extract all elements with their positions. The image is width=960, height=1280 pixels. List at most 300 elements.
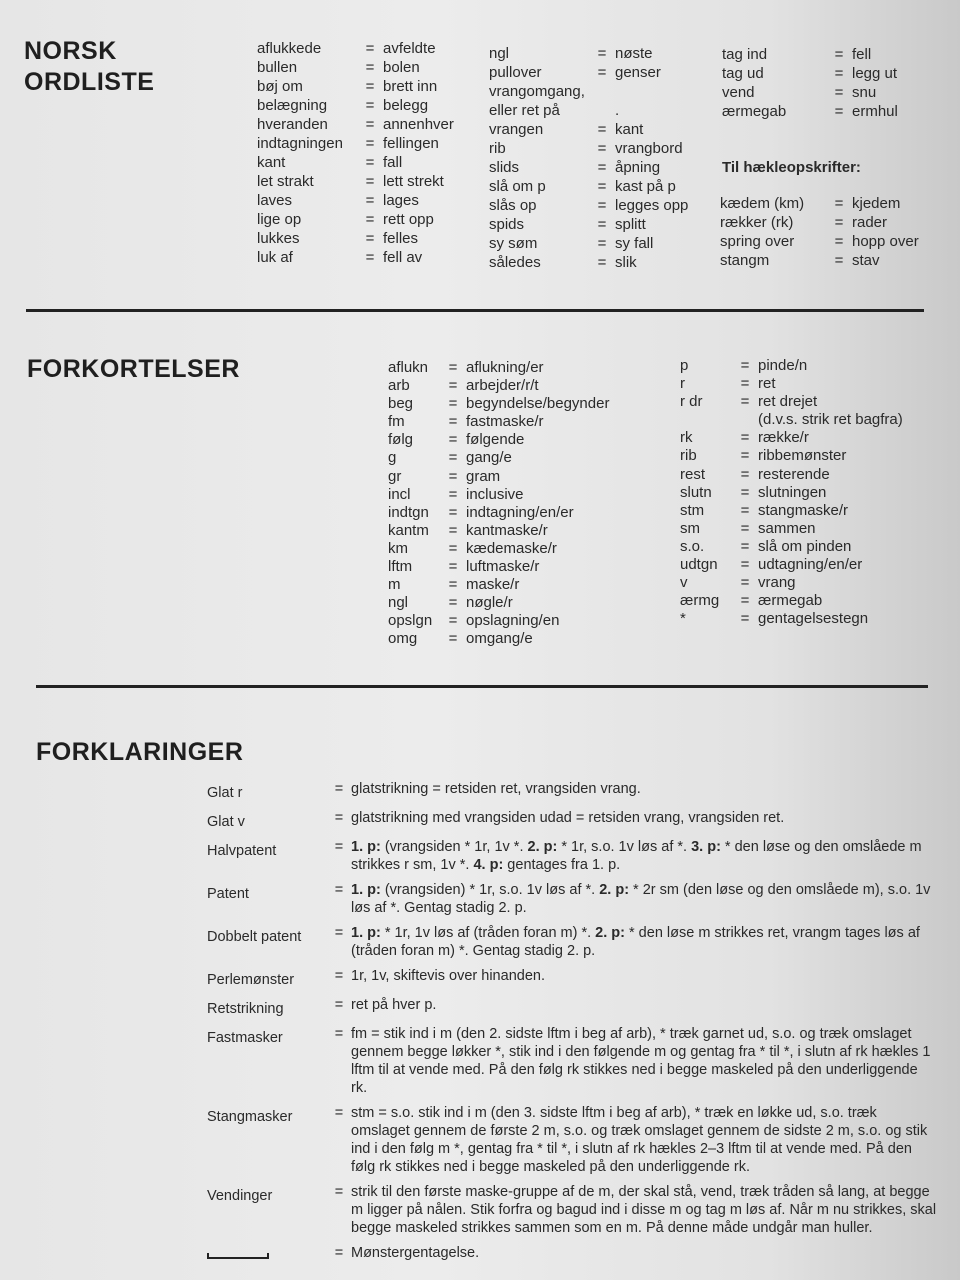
abbr-left-row [388,413,656,431]
ordliste-col2-equals: = [597,216,607,233]
divider-1 [26,309,924,312]
explanation-equals: = [334,839,344,855]
explanation-row [207,1183,937,1237]
abbr-right-row [680,375,948,393]
abbr-right-translation: stangmaske/r [758,501,849,519]
explanation-term: Glat r [207,785,243,801]
ordliste-col1-equals: = [365,173,375,190]
explanation-term: Dobbelt patent [207,929,302,945]
ordliste-col1-equals: = [365,40,375,57]
abbr-left-row [388,612,656,630]
abbr-left-translation: følgende [466,431,525,449]
abbr-right-translation: (d.v.s. strik ret bagfra) [758,411,903,429]
ordliste-col3-equals: = [834,103,844,120]
abbr-left-translation: kædemaske/r [466,539,557,557]
abbr-right-equals: = [740,556,750,574]
ordliste-col1-row [257,39,493,58]
ordliste-col1-term: indtagningen [257,135,343,152]
divider-2 [36,685,928,688]
ordliste-col1-term: aflukkede [257,40,322,57]
abbr-left-translation: gram [466,467,501,485]
definition-text: * 1r, s.o. 1v løs af *. [557,839,692,855]
ordliste-crochet-row [720,232,952,251]
ordliste-col1-translation: felles [383,230,419,247]
definition-text: (vrangsiden) * 1r, s.o. 1v løs af *. [380,882,600,898]
definition-text: * 1r, 1v løs af (tråden foran m) *. [380,925,596,941]
abbr-right-equals: = [740,375,750,393]
ordliste-col2-term: spids [489,216,525,233]
abbr-left-equals: = [448,630,458,648]
abbr-right-term: sm [680,519,700,537]
ordliste-col2-row [489,196,725,215]
ordliste-col2-translation: slik [615,254,637,271]
ordliste-col2-row [489,139,725,158]
ordliste-col3-equals: = [834,84,844,101]
ordliste-col1-translation: lett strekt [383,173,444,190]
definition-text: * den løse m strikkes ret, vrangm tages løs af (tråden foran m) *. Gentag stadig 2. p. [351,925,920,959]
explanation-row [207,780,937,802]
abbr-right-equals: = [740,465,750,483]
ordliste-col1-translation: bolen [383,59,420,76]
abbr-right-term: stm [680,501,705,519]
abbr-right-term [680,411,732,429]
abbr-left-term: lftm [388,558,413,576]
ordliste-crochet-equals: = [834,195,844,212]
explanation-row [207,996,937,1018]
ordliste-col1-equals: = [365,230,375,247]
ordliste-col2-translation: kant [615,121,644,138]
ordliste-col1-equals: = [365,97,375,114]
ordliste-column-3 [722,45,942,121]
row-label: 2. p: [599,882,630,898]
ordliste-crochet-equals: = [834,252,844,269]
ordliste-col2-equals: = [597,254,607,271]
ordliste-col1-row [257,191,493,210]
ordliste-col1-term: lukkes [257,230,300,247]
ordliste-col1-term: hveranden [257,116,328,133]
row-label: 1. p: [351,882,381,898]
abbr-right-equals: = [740,483,750,501]
abbr-right-equals: = [740,574,750,592]
ordliste-crochet-term: spring over [720,233,795,250]
ordliste-col1-row [257,58,493,77]
ordliste-crochet-term: rækker (rk) [720,214,794,231]
ordliste-col2-row [489,101,725,120]
abbr-right-row [680,610,948,628]
ordliste-col3-row [722,45,942,64]
ordliste-col2-equals [589,101,615,120]
abbr-left-translation: kantmaske/r [466,521,548,539]
ordliste-col1-row [257,229,493,248]
abbr-right-row [680,556,948,574]
abbr-left-equals: = [448,594,458,612]
ordliste-col2-equals: = [597,64,607,81]
abbr-left-row [388,558,656,576]
ordliste-col2-equals: = [597,159,607,176]
row-label: 2. p: [527,839,558,855]
ordliste-title-line2: ORDLISTE [24,68,155,96]
abbr-right-row [680,484,948,502]
ordliste-col2-row [489,177,725,196]
ordliste-col2-translation: sy fall [615,235,654,252]
abbr-left-term: g [388,449,397,467]
ordliste-col2-row [489,44,725,63]
ordliste-col2-term: ngl [489,45,510,62]
ordliste-col1-row [257,134,493,153]
abbr-right-row [680,520,948,538]
ordliste-crochet-translation: kjedem [852,195,901,212]
ordliste-col2-row [489,82,725,101]
ordliste-col1-row [257,115,493,134]
abbr-left-translation: maske/r [466,576,520,594]
ordliste-col3-translation: snu [852,84,877,101]
ordliste-col3-translation: ermhul [852,103,898,120]
explanation-equals: = [334,1105,344,1121]
abbr-left-equals: = [448,539,458,557]
ordliste-column-2 [489,44,725,272]
explanation-equals: = [334,1184,344,1200]
abbr-left-row [388,522,656,540]
explanation-equals: = [334,1245,344,1261]
abbr-right-translation: gentagelsestegn [758,610,869,628]
abbr-left-term: opslgn [388,612,433,630]
abbr-right-term: * [680,610,686,628]
abbr-left-row [388,540,656,558]
abbr-left-equals: = [448,413,458,431]
abbr-right-term: rk [680,429,693,447]
explanation-term: Patent [207,886,249,902]
explanation-row [207,1104,937,1176]
abbr-right-term: r dr [680,393,703,411]
explanation-term: Halvpatent [207,843,277,859]
ordliste-col1-row [257,77,493,96]
ordliste-col3-row [722,83,942,102]
ordliste-col1-row [257,96,493,115]
explanation-definition [351,881,937,917]
explanation-term: Fastmasker [207,1030,283,1046]
ordliste-column-crochet [720,194,952,270]
ordliste-col3-term: tag ind [722,46,768,63]
explanation-definition: ret på hver p. [351,997,437,1013]
abbr-left-row [388,594,656,612]
ordliste-col2-translation: legges opp [615,197,689,214]
ordliste-col1-term: kant [257,154,286,171]
abbr-left-equals: = [448,576,458,594]
abbr-left-term: fm [388,413,405,431]
ordliste-col2-term: slå om p [489,178,546,195]
ordliste-col2-term: eller ret på [489,102,560,119]
abbr-left-translation: begyndelse/begynder [466,395,610,413]
abbr-right-term: r [680,375,685,393]
abbr-left-term: km [388,539,408,557]
abbr-right-equals: = [740,501,750,519]
ordliste-col1-translation: fell av [383,249,423,266]
ordliste-col2-row [489,253,725,272]
explanation-definition: fm = stik ind i m (den 2. sidste lftm i beg af arb), * træk garnet ud, s.o. og træk omslaget gennem begge løkker *, stik ind i den følgende m og gentag fra * til *, i slutn af rk hækles 1 lftm til at vende med. På den følg rk stikkes ned i begge maskeled på den underliggende rk. [351,1026,931,1096]
abbr-right-term: ærmg [680,592,720,610]
explanation-definition: stm = s.o. stik ind i m (den 3. sidste lftm i beg af arb), * træk en løkke ud, s.o. træk omslaget gennem de første 2 m, s.o. og træk omslaget gennem de sidste 2 m, s.o. og stik ind i den følg m *, gentag fra * til *, i slutn af rk hækles 2–3 lftm til at vende med. På den følg rk stikkes ned i begge maskeled på den underliggende rk. [351,1105,928,1175]
ordliste-col1-translation: fall [383,154,403,171]
row-label: 1. p: [351,925,381,941]
abbr-left-equals: = [448,359,458,376]
abbr-right-row [680,411,948,429]
ordliste-col2-equals: = [597,235,607,252]
ordliste-col1-term: bøj om [257,78,303,95]
abbr-right-translation: ærmegab [758,592,823,610]
ordliste-col1-translation: belegg [383,97,429,114]
explanation-row [207,838,937,874]
abbr-right-translation: ribbemønster [758,447,847,465]
abbr-right-equals: = [740,592,750,610]
ordliste-col2-equals: = [597,178,607,195]
ordliste-col1-equals: = [365,59,375,76]
explanation-term: Stangmasker [207,1109,293,1125]
abbr-left-translation: indtagning/en/er [466,503,574,521]
abbr-left-row [388,395,656,413]
ordliste-col1-translation: fellingen [383,135,439,152]
abbr-left-term: incl [388,485,411,503]
abbr-left-equals: = [448,521,458,539]
definition-text: * den løse og den omslåede m strikkes r sm, 1v *. [351,839,922,873]
abbr-left-row [388,486,656,504]
abbr-right-term: v [680,574,688,592]
ordliste-col2-translation: vrangbord [615,140,683,157]
abbr-left-equals: = [448,449,458,467]
abbr-left-translation: luftmaske/r [466,558,540,576]
row-label: 1. p: [351,839,381,855]
ordliste-col3-row [722,102,942,121]
abbr-right-translation: vrang [758,574,796,592]
abbr-right-term: udtgn [680,556,718,574]
ordliste-col1-term: lige op [257,211,302,228]
ordliste-col2-equals: = [597,197,607,214]
ordliste-crochet-equals: = [834,214,844,231]
explanation-row [207,809,937,831]
abbr-left-translation: fastmaske/r [466,413,544,431]
ordliste-col1-translation: annenhver [383,116,454,133]
ordliste-title-line1: NORSK [24,37,117,65]
ordliste-col1-term: laves [257,192,293,209]
ordliste-col3-term: ærmegab [722,103,787,120]
ordliste-col3-term: vend [722,84,755,101]
ordliste-col2-row [489,63,725,82]
explanation-term: Retstrikning [207,1001,284,1017]
abbr-left-equals: = [448,377,458,395]
forklaringer-title: FORKLARINGER [36,738,244,766]
ordliste-col1-term: belægning [257,97,328,114]
ordliste-col3-translation: legg ut [852,65,898,82]
abbr-right-equals: = [740,429,750,447]
ordliste-col3-row [722,64,942,83]
explanation-term: Perlemønster [207,972,295,988]
ordliste-col1-translation: rett opp [383,211,434,228]
abbr-right-term: s.o. [680,537,705,555]
ordliste-col2-translation: nøste [615,45,653,62]
explanation-definition [351,838,937,874]
abbr-left-equals: = [448,431,458,449]
explanation-definition [351,924,937,960]
explanation-term [207,1244,327,1266]
abbr-left-term: indtgn [388,503,429,521]
ordliste-col1-row [257,210,493,229]
ordliste-col2-translation: kast på p [615,178,676,195]
ordliste-col1-row [257,153,493,172]
abbr-right-translation: pinde/n [758,357,808,374]
abbr-left-translation: omgang/e [466,630,533,648]
explanation-row [207,881,937,917]
ordliste-col1-translation: brett inn [383,78,438,95]
abbr-left-row [388,359,656,377]
abbr-right-equals: = [740,447,750,465]
abbreviations-right [680,357,948,628]
abbr-right-translation: sammen [758,519,816,537]
explanation-definition: strik til den første maske-gruppe af de m, der skal stå, vend, træk tråden så lang, at begge m ligger på nålen. Stik forfra og bagud ind i disse m og tag m løs af. Når m nu strikkes, skal begge maskeled strikkes sammen som en m. På denne måde undgår man huller. [351,1184,937,1236]
abbr-right-equals: = [740,357,750,374]
explanation-term: Vendinger [207,1188,273,1204]
abbr-right-equals: = [740,519,750,537]
forkortelser-title: FORKORTELSER [27,355,240,383]
ordliste-col1-equals: = [365,192,375,209]
ordliste-col2-term: slås op [489,197,537,214]
explanation-definition: Mønstergentagelse. [351,1245,480,1261]
ordliste-col1-term: bullen [257,59,298,76]
abbr-left-equals: = [448,612,458,630]
abbr-right-equals: = [740,610,750,628]
definition-text: (vrangsiden * 1r, 1v *. [380,839,528,855]
abbr-right-translation: slutningen [758,483,827,501]
ordliste-col3-equals: = [834,46,844,63]
explanation-row [207,924,937,960]
ordliste-col1-equals: = [365,78,375,95]
crochet-heading: Til hækleopskrifter: [722,159,861,176]
explanation-definition: 1r, 1v, skiftevis over hinanden. [351,968,545,984]
abbr-right-row [680,538,948,556]
ordliste-col2-translation: åpning [615,159,661,176]
ordliste-col2-term: vrangomgang, [489,83,585,100]
ordliste-col3-equals: = [834,65,844,82]
ordliste-col3-translation: fell [852,46,872,63]
ordliste-col2-term: vrangen [489,121,544,138]
abbr-left-term: kantm [388,521,429,539]
explanation-equals: = [334,997,344,1013]
definition-text: gentages fra 1. p. [503,857,621,873]
abbr-left-term: ngl [388,594,409,612]
ordliste-col2-row [489,120,725,139]
explanation-equals: = [334,1026,344,1042]
abbr-right-translation: ret drejet [758,393,818,411]
abbr-left-term: gr [388,467,402,485]
ordliste-crochet-term: kædem (km) [720,195,805,212]
abbr-left-term: beg [388,395,414,413]
abbr-right-translation: slå om pinden [758,537,852,555]
abbr-right-translation: række/r [758,429,809,447]
definition-text: * 2r sm (den løse og den omslåede m), s.o. 1v løs af *. Gentag stadig 2. p. [351,882,931,916]
abbr-left-equals: = [448,467,458,485]
abbr-right-row [680,429,948,447]
abbr-left-translation: gang/e [466,449,512,467]
abbr-left-term: arb [388,377,410,395]
abbr-right-term: slutn [680,483,712,501]
ordliste-col2-translation: splitt [615,216,646,233]
ordliste-col1-translation: lages [383,192,419,209]
abbr-left-equals: = [448,503,458,521]
ordliste-col1-row [257,248,493,267]
abbr-right-translation: resterende [758,465,830,483]
abbr-right-translation: udtagning/en/er [758,556,863,574]
row-label: 4. p: [473,857,504,873]
abbr-right-row [680,574,948,592]
explanation-equals: = [334,781,344,797]
abbr-left-row [388,504,656,522]
explanation-definition: glatstrikning med vrangsiden udad = retsiden vrang, vrangsiden ret. [351,810,785,826]
abbr-left-row [388,630,656,648]
abbr-right-row [680,466,948,484]
ordliste-col2-translation: genser [615,64,661,81]
abbr-left-row [388,377,656,395]
ordliste-col2-row [489,215,725,234]
ordliste-col2-row [489,234,725,253]
ordliste-col2-translation: . [615,102,620,119]
abbr-left-row [388,468,656,486]
ordliste-crochet-row [720,213,952,232]
abbr-left-translation: nøgle/r [466,594,513,612]
ordliste-crochet-equals: = [834,233,844,250]
abbr-right-row [680,447,948,465]
abbr-right-row [680,592,948,610]
abbr-right-term: p [680,357,689,374]
explanation-definition: glatstrikning = retsiden ret, vrangsiden vrang. [351,781,641,797]
abbr-left-term: aflukn [388,359,429,376]
ordliste-col2-term: således [489,254,541,271]
abbr-right-term: rib [680,447,697,465]
ordliste-crochet-row [720,251,952,270]
abbr-right-row [680,393,948,411]
ordliste-col1-equals: = [365,135,375,152]
ordliste-crochet-translation: stav [852,252,880,269]
ordliste-col3-term: tag ud [722,65,764,82]
ordliste-crochet-term: stangm [720,252,770,269]
abbr-left-term: omg [388,630,418,648]
abbr-right-row [680,502,948,520]
abbr-left-term: m [388,576,401,594]
ordliste-title [24,36,154,98]
abbr-left-equals: = [448,485,458,503]
ordliste-crochet-translation: rader [852,214,888,231]
ordliste-crochet-row [720,194,952,213]
ordliste-col2-row [489,158,725,177]
abbr-right-term: rest [680,465,706,483]
ordliste-column-1 [257,39,493,267]
explanation-row [207,967,937,989]
abbr-left-term: følg [388,431,414,449]
abbr-right-equals [732,411,758,429]
abbr-left-translation: opslagning/en [466,612,560,630]
abbr-left-equals: = [448,558,458,576]
ordliste-col1-translation: avfeldte [383,40,436,57]
abbr-left-equals: = [448,395,458,413]
ordliste-col2-term: slids [489,159,520,176]
explanation-term: Glat v [207,814,245,830]
ordliste-col1-equals: = [365,154,375,171]
ordliste-col1-equals: = [365,249,375,266]
ordliste-col2-translation [615,82,725,101]
ordliste-col1-equals: = [365,211,375,228]
abbr-left-row [388,576,656,594]
ordliste-col2-term: pullover [489,64,542,81]
ordliste-col1-term: luk af [257,249,293,266]
explanation-row [207,1025,937,1097]
ordliste-col2-equals: = [597,45,607,62]
